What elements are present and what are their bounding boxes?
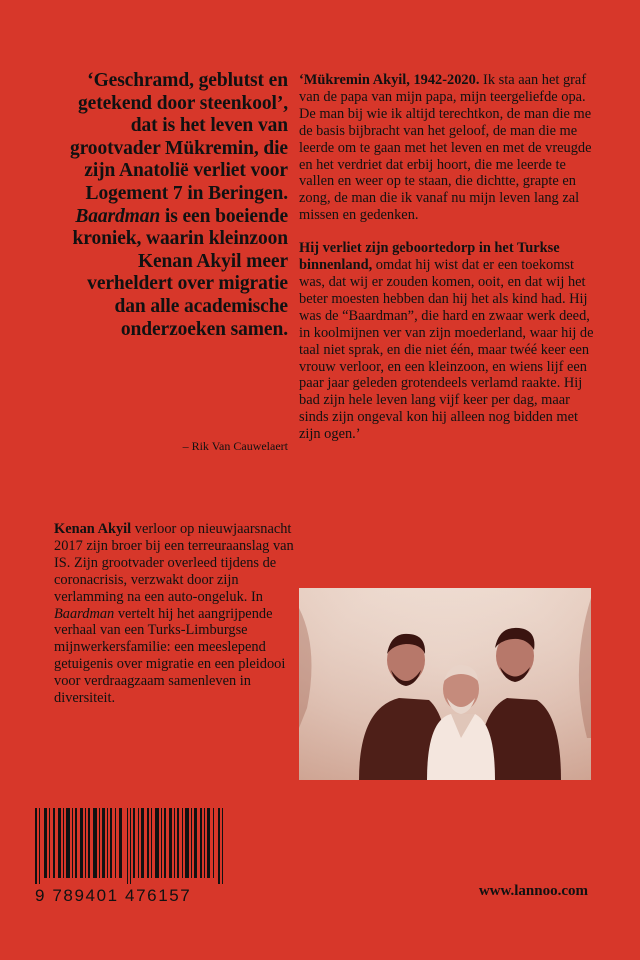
- author-bio: Kenan Akyil verloor op nieuwjaarsnacht 2017 zijn broer bij een terreuraanslag van IS. Zijn grootvader overleed tijdens de coronacrisis, verzwakt door zijn verlamming na een auto-ongeluk. In Baardman vertelt hij het aangrijpende verhaal van een Turks-Limburgse mijnwerkersfamilie: een meeslepend getuigenis over migratie en een pleidooi voor verdraagzaam samenleven in diversiteit.: [54, 521, 294, 707]
- barcode-bars: [35, 808, 231, 884]
- excerpt-paragraph-2: Hij verliet zijn geboortedorp in het Turkse binnenland, omdat hij wist dat er een toekomst was, dat wij er zouden komen, ooit, en dat wij het beter moesten hebben dan hij het als kind had. Hij was de “Baardman”, die hard en zwaar werk deed, in koolmijnen ver van zijn moederland, waar hij de taal niet sprak, en die niet één, maar twéé keer een vrouw verloor, en een kleinzoon, en wiens lijf een paar jaar geleden grotendeels verlamd raakte. Hij bad zijn hele leven lang vijf keer per dag, maar sinds zijn ongeval kon hij alleen nog bidden met zijn ogen.’: [299, 240, 594, 443]
- family-photo-illustration: [299, 588, 591, 780]
- quote-attribution: – Rik Van Cauwelaert: [182, 439, 288, 453]
- publisher-website: www.lannoo.com: [478, 883, 588, 899]
- back-cover-quote: ‘Geschramd, geblutst en getekend door steenkool’, dat is het leven van grootvader Mükremin, die zijn Anatolië verliet voor Logement 7 in Beringen. Baardman is een boeiende kroniek, waarin kleinzoon Kenan Akyil meer verheldert over migratie dan alle academische onderzoeken samen.: [69, 70, 288, 340]
- quote-book-title: Baardman: [75, 205, 161, 227]
- book-excerpt: [299, 72, 599, 459]
- isbn-digits: 9 789401 476157: [35, 884, 231, 910]
- author-name: Kenan Akyil: [54, 521, 132, 537]
- bio-book-title: Baardman: [54, 605, 115, 622]
- family-photo: [299, 588, 591, 780]
- excerpt-paragraph-1: ‘Mükremin Akyil, 1942-2020. Ik sta aan het graf van de papa van mijn papa, mijn teergeliefde opa. De man bij wie ik altijd terechtkon, de man die me de basis bijbracht van het geloof, de man die me leerde om te gaan met het leven en met de vreugde en het verdriet dat erbij hoort, die me leerde te vallen en weer op te staan, die dichtte, grapte en zong, de man die ik vanaf nu mijn leven lang zal missen en gedenken.: [299, 72, 592, 224]
